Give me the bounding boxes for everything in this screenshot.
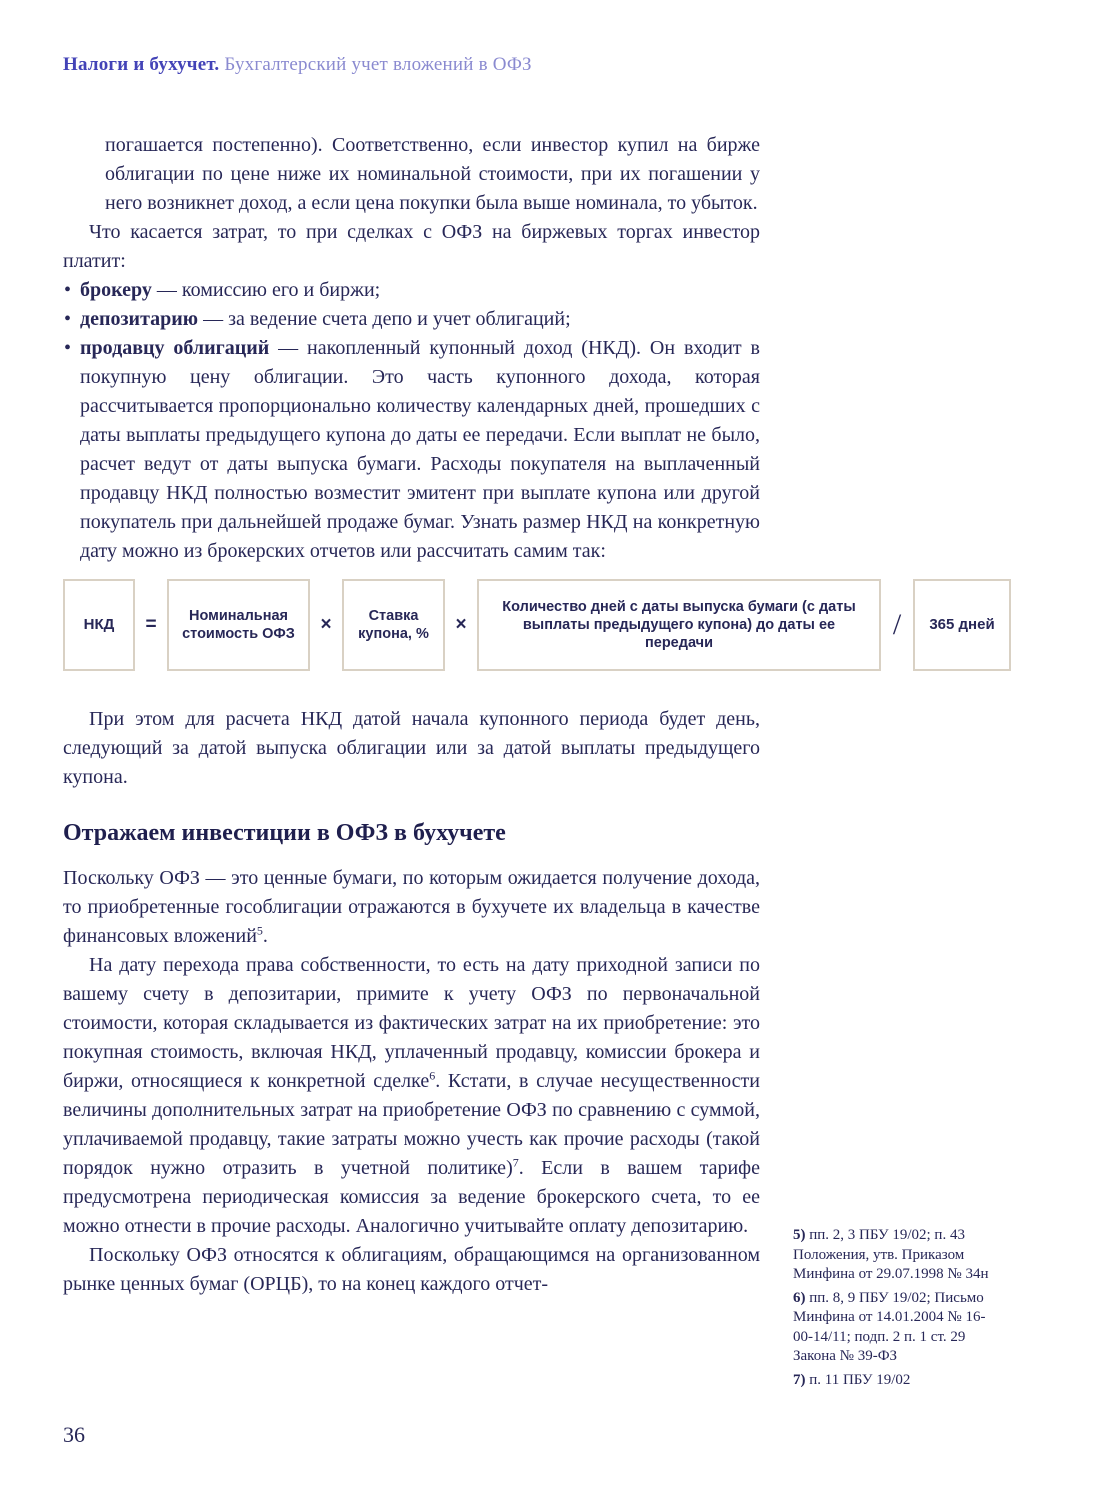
paragraph-orcb: Поскольку ОФЗ относятся к облигациям, обращающимся на организованном рынке ценных бумаг (ОРЦБ), то на конец каждого отчет- <box>63 1244 760 1295</box>
paragraph-text: . <box>262 925 268 947</box>
divide-operator: / <box>892 608 902 641</box>
footnote-ref-6: 6 <box>429 1068 436 1083</box>
footnote-number: 5) <box>793 1227 806 1243</box>
paragraph-text: . Кстати, в случае несущественности величины дополнительных затрат на приобретение ОФЗ по сравнению с суммой, уплачиваемой продавцу, такие затраты можно учесть как прочие расходы (такой порядок нужно отразить в учетной политике) <box>63 1070 760 1179</box>
text-column-middle <box>63 705 760 792</box>
article-title: Бухгалтерский учет вложений в ОФЗ <box>224 54 532 75</box>
formula-days-box: Количество дней с даты выпуска бумаги (с даты выплаты предыдущего купона) до даты ее передачи <box>477 579 881 671</box>
equals-operator: = <box>145 614 157 635</box>
bullet-text: — за ведение счета депо и учет облигаций; <box>198 308 571 330</box>
footnote-text: п. 11 ПБУ 19/02 <box>809 1371 911 1388</box>
formula-nominal-box: Номинальная стоимость ОФЗ <box>167 579 310 671</box>
footnote-5 <box>793 1226 993 1285</box>
list-item-depositary <box>63 305 760 334</box>
footnote-7 <box>793 1371 993 1391</box>
bullet-lead: депозитарию <box>80 308 199 330</box>
page-content <box>63 131 1010 1299</box>
list-item-broker <box>63 276 760 305</box>
footnote-number: 7) <box>793 1371 806 1388</box>
bullet-lead: брокеру <box>80 279 152 301</box>
paragraph-initial-cost <box>63 951 760 1241</box>
section-title: Налоги и бухучет. <box>63 54 220 75</box>
nkd-formula <box>63 579 1010 671</box>
paragraph-costs-intro: Что касается затрат, то при сделках с ОФЗ на биржевых торгах инвестор платит: <box>63 221 760 272</box>
footnote-ref-5: 5 <box>256 923 263 938</box>
bullet-text: — комиссию его и биржи; <box>151 279 381 301</box>
paragraph-text: На дату перехода права собственности, то есть на дату приходной записи по вашему счету в депозитарии, примите к учету ОФЗ по первоначальной стоимости, которая складывается из фактических затрат на их приобретение: это покупная стоимость, включая НКД, уплаченный продавцу, комиссии брокера и биржи, относящиеся к конкретной сделке <box>63 954 760 1092</box>
section-heading: Отражаем инвестиции в ОФЗ в бухучете <box>63 820 506 846</box>
footnote-ref-7: 7 <box>512 1155 519 1170</box>
text-column-top <box>63 131 760 566</box>
margin-footnotes <box>793 1226 993 1394</box>
footnote-text: пп. 8, 9 ПБУ 19/02; Письмо Минфина от 14.01.2004 № 16-00-14/11; подп. 2 п. 1 ст. 29 Закона № 39-ФЗ <box>793 1289 986 1364</box>
bullet-icon: • <box>64 337 72 359</box>
paragraph-text: Поскольку ОФЗ — это ценные бумаги, по которым ожидается получение дохода, то приобретенные гособлигации отражаются в бухучете их владельца в качестве финансовых вложений <box>63 867 760 947</box>
multiply-operator: × <box>455 614 467 635</box>
bullet-icon: • <box>64 279 72 301</box>
bullet-lead: продавцу облигаций <box>80 337 270 359</box>
formula-year-box: 365 дней <box>913 579 1011 671</box>
text-column-bottom <box>63 864 760 1299</box>
list-item-seller <box>63 334 760 566</box>
paragraph-fin-investments <box>63 864 760 951</box>
footnote-6 <box>793 1289 993 1367</box>
running-head <box>63 54 532 76</box>
footnote-number: 6) <box>793 1289 806 1306</box>
page-number: 36 <box>63 1422 85 1447</box>
multiply-operator: × <box>320 614 332 635</box>
footnote-text: пп. 2, 3 ПБУ 19/02; п. 43 Положения, утв. Приказом Минфина от 29.07.1998 № 34н <box>793 1227 989 1282</box>
paragraph-continued: погашается постепенно). Соответственно, если инвестор купил на бирже облигации по цене ниже их номинальной стоимости, при их погашении у него возникнет доход, а если цена покупки была выше номинала, то убыток. <box>105 134 760 214</box>
paragraph-after-formula: При этом для расчета НКД датой начала купонного периода будет день, следующий за датой выпуска облигации или за датой выплаты предыдущего купона. <box>63 708 760 788</box>
formula-rate-box: Ставка купона, % <box>342 579 445 671</box>
paragraph-text: . Если в вашем тарифе предусмотрена периодическая комиссия за ведение брокерского счета, то ее можно отнести в прочие расходы. Аналогично учитывайте оплату депозитарию. <box>63 1157 760 1237</box>
bullet-text: — накопленный купонный доход (НКД). Он входит в покупную цену облигации. Это часть купонного дохода, которая рассчитывается пропорционально количеству календарных дней, прошедших с даты выплаты предыдущего купона до даты ее передачи. Если выплат не было, расчет ведут от даты выпуска бумаги. Расходы покупателя на выплаченный продавцу НКД полностью возместит эмитент при выплате купона или другой покупатель при дальнейшей продаже бумаг. Узнать размер НКД на конкретную дату можно из брокерских отчетов или рассчитать самим так: <box>80 337 760 562</box>
formula-result-box: НКД <box>63 579 135 671</box>
bullet-icon: • <box>64 308 72 330</box>
